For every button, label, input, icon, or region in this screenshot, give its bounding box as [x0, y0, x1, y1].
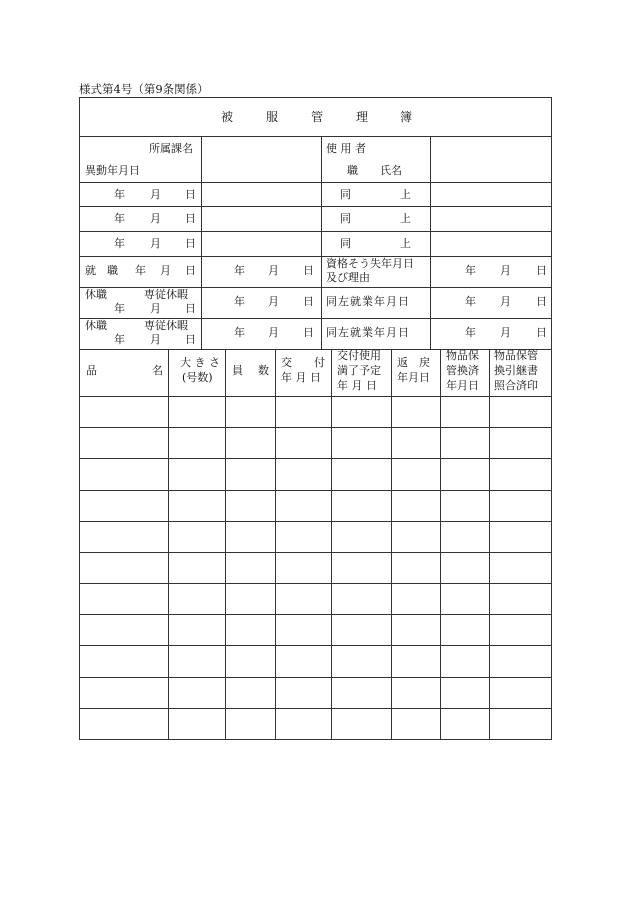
table-row-divider — [80, 645, 551, 646]
same-label: 同 — [340, 212, 351, 225]
table-row-divider — [80, 552, 551, 553]
same-label: 同 — [340, 237, 351, 250]
employment-char-2: 職 — [107, 264, 118, 277]
leave-start-year: 年 — [234, 295, 245, 308]
position-name-label: 職 氏名 — [347, 164, 402, 177]
col-property-line-3: 年月日 — [446, 379, 479, 392]
col-handover-line-2: 換引継書 — [494, 364, 538, 377]
col-return-line-1: 返 戻 — [397, 356, 430, 369]
transfer-day: 日 — [185, 212, 196, 225]
table-row-divider — [80, 521, 551, 522]
employment-char-1: 就 — [85, 264, 96, 277]
leave-year: 年 — [114, 302, 125, 315]
rejoin-day: 日 — [536, 295, 547, 308]
transfer-date-label: 異動年月日 — [85, 164, 140, 177]
leave-start-year: 年 — [234, 326, 245, 339]
qualification-sub: 及び理由 — [326, 271, 370, 284]
dept-label: 所属課名 — [149, 142, 193, 155]
employment-char-4: 月 — [160, 264, 171, 277]
transfer-month: 月 — [150, 188, 161, 201]
transfer-year: 年 — [114, 237, 125, 250]
transfer-year: 年 — [114, 212, 125, 225]
table-row-divider — [80, 677, 551, 678]
leave-day: 日 — [185, 333, 196, 346]
col-property-line-2: 管換済 — [446, 364, 479, 377]
rejoin-month: 月 — [500, 326, 511, 339]
employment-char-3: 年 — [135, 264, 146, 277]
leave-start-month: 月 — [268, 326, 279, 339]
transfer-year: 年 — [114, 188, 125, 201]
above-label: 上 — [400, 237, 411, 250]
table-row-divider — [80, 458, 551, 459]
title-char-3: 管 — [311, 110, 324, 124]
table-row-divider — [80, 708, 551, 709]
col-handover-line-3: 照合済印 — [494, 379, 538, 392]
above-label: 上 — [400, 212, 411, 225]
table-row-divider — [80, 427, 551, 428]
title-char-2: 服 — [266, 110, 279, 124]
transfer-day: 日 — [185, 237, 196, 250]
rejoin-day: 日 — [536, 326, 547, 339]
leave-sub: 専従休暇 — [144, 319, 188, 332]
form-number-label: 様式第4号（第9条関係） — [79, 82, 209, 96]
transfer-month: 月 — [150, 237, 161, 250]
col-item-char-1: 品 — [86, 364, 97, 377]
leave-day: 日 — [185, 302, 196, 315]
rejoin-year: 年 — [465, 326, 476, 339]
employment-day: 日 — [303, 264, 314, 277]
qualification-year: 年 — [465, 264, 476, 277]
col-size-line-1: 大 き さ — [180, 356, 220, 369]
employment-month: 月 — [268, 264, 279, 277]
rejoin-month: 月 — [500, 295, 511, 308]
leave-start-month: 月 — [268, 295, 279, 308]
col-issue-line-2: 年 月 日 — [281, 371, 321, 384]
leave-year: 年 — [114, 333, 125, 346]
transfer-day: 日 — [185, 188, 196, 201]
qualification-label: 資格そう失年月日 — [326, 257, 414, 270]
above-label: 上 — [400, 188, 411, 201]
leave-start-day: 日 — [303, 326, 314, 339]
leave-month: 月 — [150, 333, 161, 346]
table-row-divider — [80, 614, 551, 615]
rejoin-label: 同左就業年月日 — [326, 326, 410, 339]
col-expiry-line-2: 満了予定 — [337, 364, 381, 377]
employment-char-5: 日 — [185, 264, 196, 277]
user-label: 使 用 者 — [326, 142, 366, 155]
col-expiry-line-1: 交付使用 — [337, 349, 381, 362]
col-count-char-2: 数 — [258, 364, 269, 377]
title-char-5: 簿 — [400, 110, 413, 124]
col-size-line-2: (号数) — [182, 371, 213, 384]
title-char-1: 被 — [221, 110, 234, 124]
qualification-month: 月 — [500, 264, 511, 277]
col-handover-line-1: 物品保管 — [494, 349, 538, 362]
table-row-divider — [80, 583, 551, 584]
title-char-4: 理 — [356, 110, 369, 124]
col-item-char-2: 名 — [152, 364, 163, 377]
rejoin-year: 年 — [465, 295, 476, 308]
col-count-char-1: 員 — [232, 364, 243, 377]
qualification-day: 日 — [536, 264, 547, 277]
table-row-divider — [80, 490, 551, 491]
leave-label: 休職 — [85, 288, 107, 301]
rejoin-label: 同左就業年月日 — [326, 295, 410, 308]
leave-start-day: 日 — [303, 295, 314, 308]
leave-label: 休職 — [85, 319, 107, 332]
col-return-line-2: 年月日 — [397, 371, 430, 384]
col-expiry-line-3: 年 月 日 — [337, 379, 377, 392]
col-property-line-1: 物品保 — [446, 349, 479, 362]
transfer-month: 月 — [150, 212, 161, 225]
employment-year: 年 — [234, 264, 245, 277]
leave-sub: 専従休暇 — [144, 288, 188, 301]
leave-month: 月 — [150, 302, 161, 315]
same-label: 同 — [340, 188, 351, 201]
col-issue-line-1: 交 付 — [281, 356, 325, 369]
clothing-register-form — [79, 97, 552, 740]
